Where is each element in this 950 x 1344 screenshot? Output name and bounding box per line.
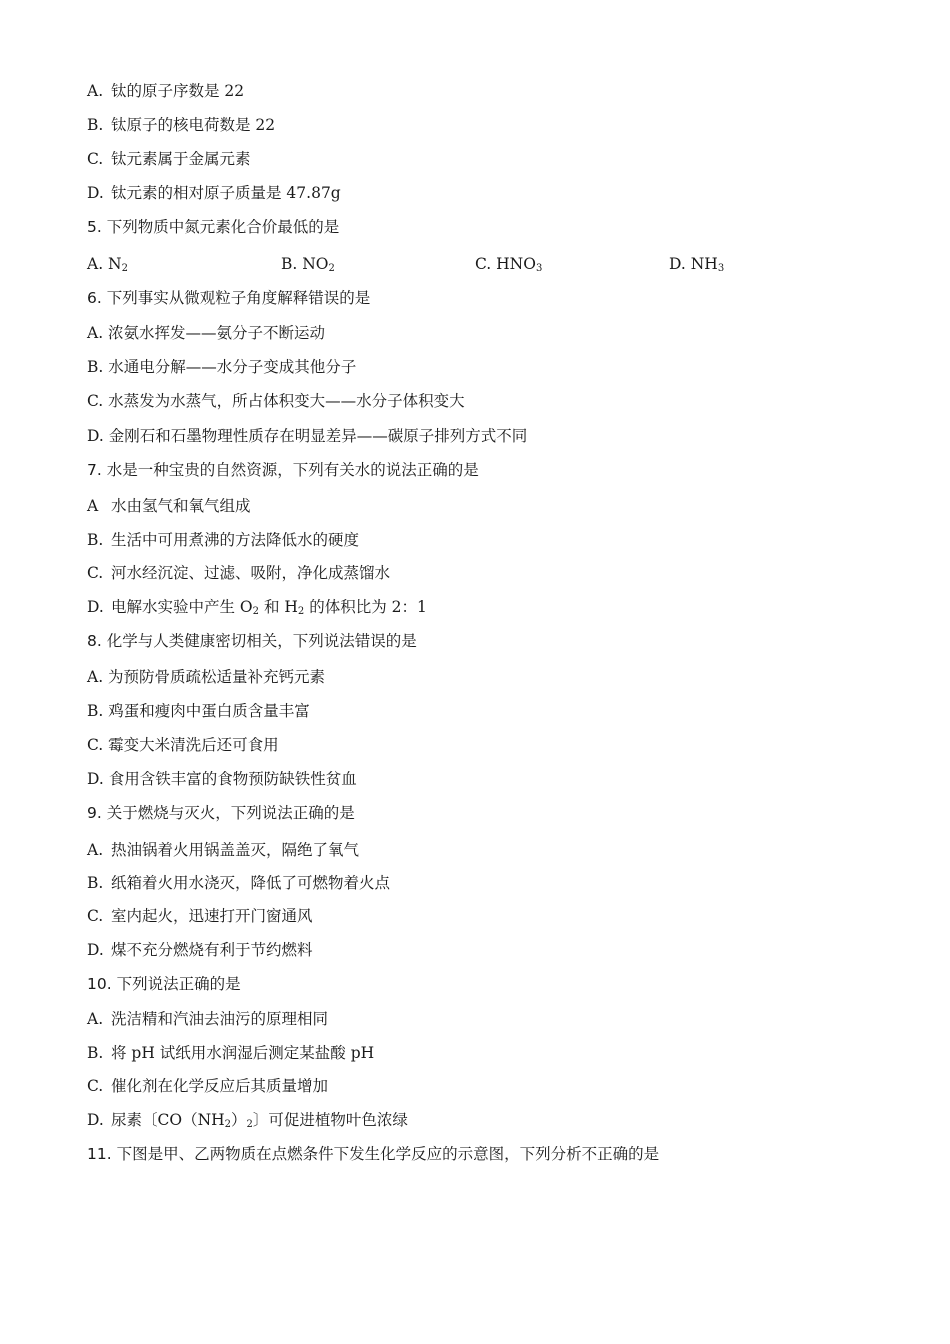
option-text: 将 pH 试纸用水润湿后测定某盐酸 pH bbox=[111, 1044, 375, 1062]
subscript: 2 bbox=[297, 606, 305, 617]
option-letter: B. bbox=[87, 531, 104, 549]
q5-option-d bbox=[669, 254, 724, 279]
option-letter: A. bbox=[87, 1010, 104, 1028]
q7-option-d bbox=[87, 597, 427, 622]
option-letter: C. bbox=[87, 907, 104, 925]
option-text: 室内起火，迅速打开门窗通风 bbox=[111, 907, 313, 925]
option-text: 催化剂在化学反应后其质量增加 bbox=[111, 1077, 329, 1095]
option-text: 热油锅着火用锅盖盖灭，隔绝了氧气 bbox=[111, 841, 360, 859]
q9-option-d bbox=[87, 940, 313, 960]
q7-option-c bbox=[87, 563, 390, 583]
option-letter: B. bbox=[87, 1044, 104, 1062]
q6-option-a: A. 浓氨水挥发——氨分子不断运动 bbox=[87, 324, 326, 342]
subscript: 2 bbox=[246, 1119, 253, 1130]
option-text: 〕可促进植物叶色浓绿 bbox=[252, 1111, 408, 1129]
q4-option-b bbox=[87, 115, 275, 135]
q6-option-b: B. 水通电分解——水分子变成其他分子 bbox=[87, 358, 357, 376]
option-text: D. NH bbox=[669, 255, 718, 273]
option-text: 和 H bbox=[259, 598, 298, 616]
option-letter: A bbox=[87, 497, 99, 515]
q5-option-a bbox=[87, 254, 128, 279]
option-letter: B. bbox=[87, 116, 104, 134]
option-letter: D. bbox=[87, 941, 104, 959]
q9-option-b bbox=[87, 873, 390, 893]
option-letter: D. bbox=[87, 598, 104, 616]
option-text: A. N bbox=[87, 255, 122, 273]
option-letter: D. bbox=[87, 1111, 104, 1129]
option-text: 钛元素属于金属元素 bbox=[111, 150, 251, 168]
option-letter: D. bbox=[87, 184, 104, 202]
q4-option-c bbox=[87, 149, 251, 169]
option-text: 生活中可用煮沸的方法降低水的硬度 bbox=[111, 531, 360, 549]
q9-stem: 9. 关于燃烧与灭火，下列说法正确的是 bbox=[87, 804, 355, 822]
option-text: 钛元素的相对原子质量是 47.87g bbox=[111, 184, 341, 202]
q6-option-d: D. 金刚石和石墨物理性质存在明显差异——碳原子排列方式不同 bbox=[87, 427, 528, 445]
q5-stem: 5. 下列物质中氮元素化合价最低的是 bbox=[87, 218, 340, 236]
q9-option-a bbox=[87, 840, 359, 860]
subscript: 2 bbox=[252, 606, 260, 617]
q8-option-c: C. 霉变大米清洗后还可食用 bbox=[87, 736, 279, 754]
option-text: 洗洁精和汽油去油污的原理相同 bbox=[111, 1010, 329, 1028]
q4-option-d bbox=[87, 183, 341, 203]
q10-option-d bbox=[87, 1110, 408, 1135]
option-letter: C. bbox=[87, 564, 104, 582]
subscript: 3 bbox=[535, 263, 543, 274]
option-text: 煤不充分燃烧有利于节约燃料 bbox=[111, 941, 313, 959]
q8-option-b: B. 鸡蛋和瘦肉中蛋白质含量丰富 bbox=[87, 702, 310, 720]
q6-stem: 6. 下列事实从微观粒子角度解释错误的是 bbox=[87, 289, 371, 307]
q5-options-row bbox=[87, 254, 867, 274]
option-text: 纸箱着火用水浇灭，降低了可燃物着火点 bbox=[111, 874, 391, 892]
q5-option-b bbox=[281, 254, 335, 279]
q8-option-d: D. 食用含铁丰富的食物预防缺铁性贫血 bbox=[87, 770, 357, 788]
q9-option-c bbox=[87, 906, 313, 926]
q11-stem: 11. 下图是甲、乙两物质在点燃条件下发生化学反应的示意图，下列分析不正确的是 bbox=[87, 1145, 660, 1163]
subscript: 2 bbox=[328, 263, 335, 274]
q4-option-a bbox=[87, 81, 244, 101]
subscript: 3 bbox=[717, 263, 725, 274]
option-letter: C. bbox=[87, 1077, 104, 1095]
subscript: 2 bbox=[121, 263, 128, 274]
q10-option-b bbox=[87, 1043, 374, 1063]
option-text: 电解水实验中产生 O bbox=[111, 598, 253, 616]
option-text: B. NO bbox=[281, 255, 329, 273]
option-text: C. HNO bbox=[475, 255, 536, 273]
subscript: 2 bbox=[224, 1119, 232, 1130]
q7-option-a bbox=[87, 496, 251, 516]
q7-option-b bbox=[87, 530, 359, 550]
q10-stem: 10. 下列说法正确的是 bbox=[87, 975, 241, 993]
option-text: 尿素〔CO（NH bbox=[111, 1111, 225, 1129]
option-letter: A. bbox=[87, 841, 104, 859]
q8-stem: 8. 化学与人类健康密切相关，下列说法错误的是 bbox=[87, 632, 417, 650]
option-text: ） bbox=[231, 1111, 247, 1129]
option-text: 水由氢气和氧气组成 bbox=[111, 497, 251, 515]
option-text: 河水经沉淀、过滤、吸附，净化成蒸馏水 bbox=[111, 564, 391, 582]
option-text: 钛的原子序数是 22 bbox=[111, 82, 245, 100]
q6-option-c: C. 水蒸发为水蒸气，所占体积变大——水分子体积变大 bbox=[87, 392, 465, 410]
q8-option-a: A. 为预防骨质疏松适量补充钙元素 bbox=[87, 668, 326, 686]
option-letter: A. bbox=[87, 82, 104, 100]
option-text: 的体积比为 2：1 bbox=[304, 598, 427, 616]
option-text: 钛原子的核电荷数是 22 bbox=[111, 116, 276, 134]
q10-option-c bbox=[87, 1076, 328, 1096]
q5-option-c bbox=[475, 254, 542, 279]
option-letter: B. bbox=[87, 874, 104, 892]
option-letter: C. bbox=[87, 150, 104, 168]
q7-stem: 7. 水是一种宝贵的自然资源，下列有关水的说法正确的是 bbox=[87, 461, 479, 479]
q10-option-a bbox=[87, 1009, 328, 1029]
